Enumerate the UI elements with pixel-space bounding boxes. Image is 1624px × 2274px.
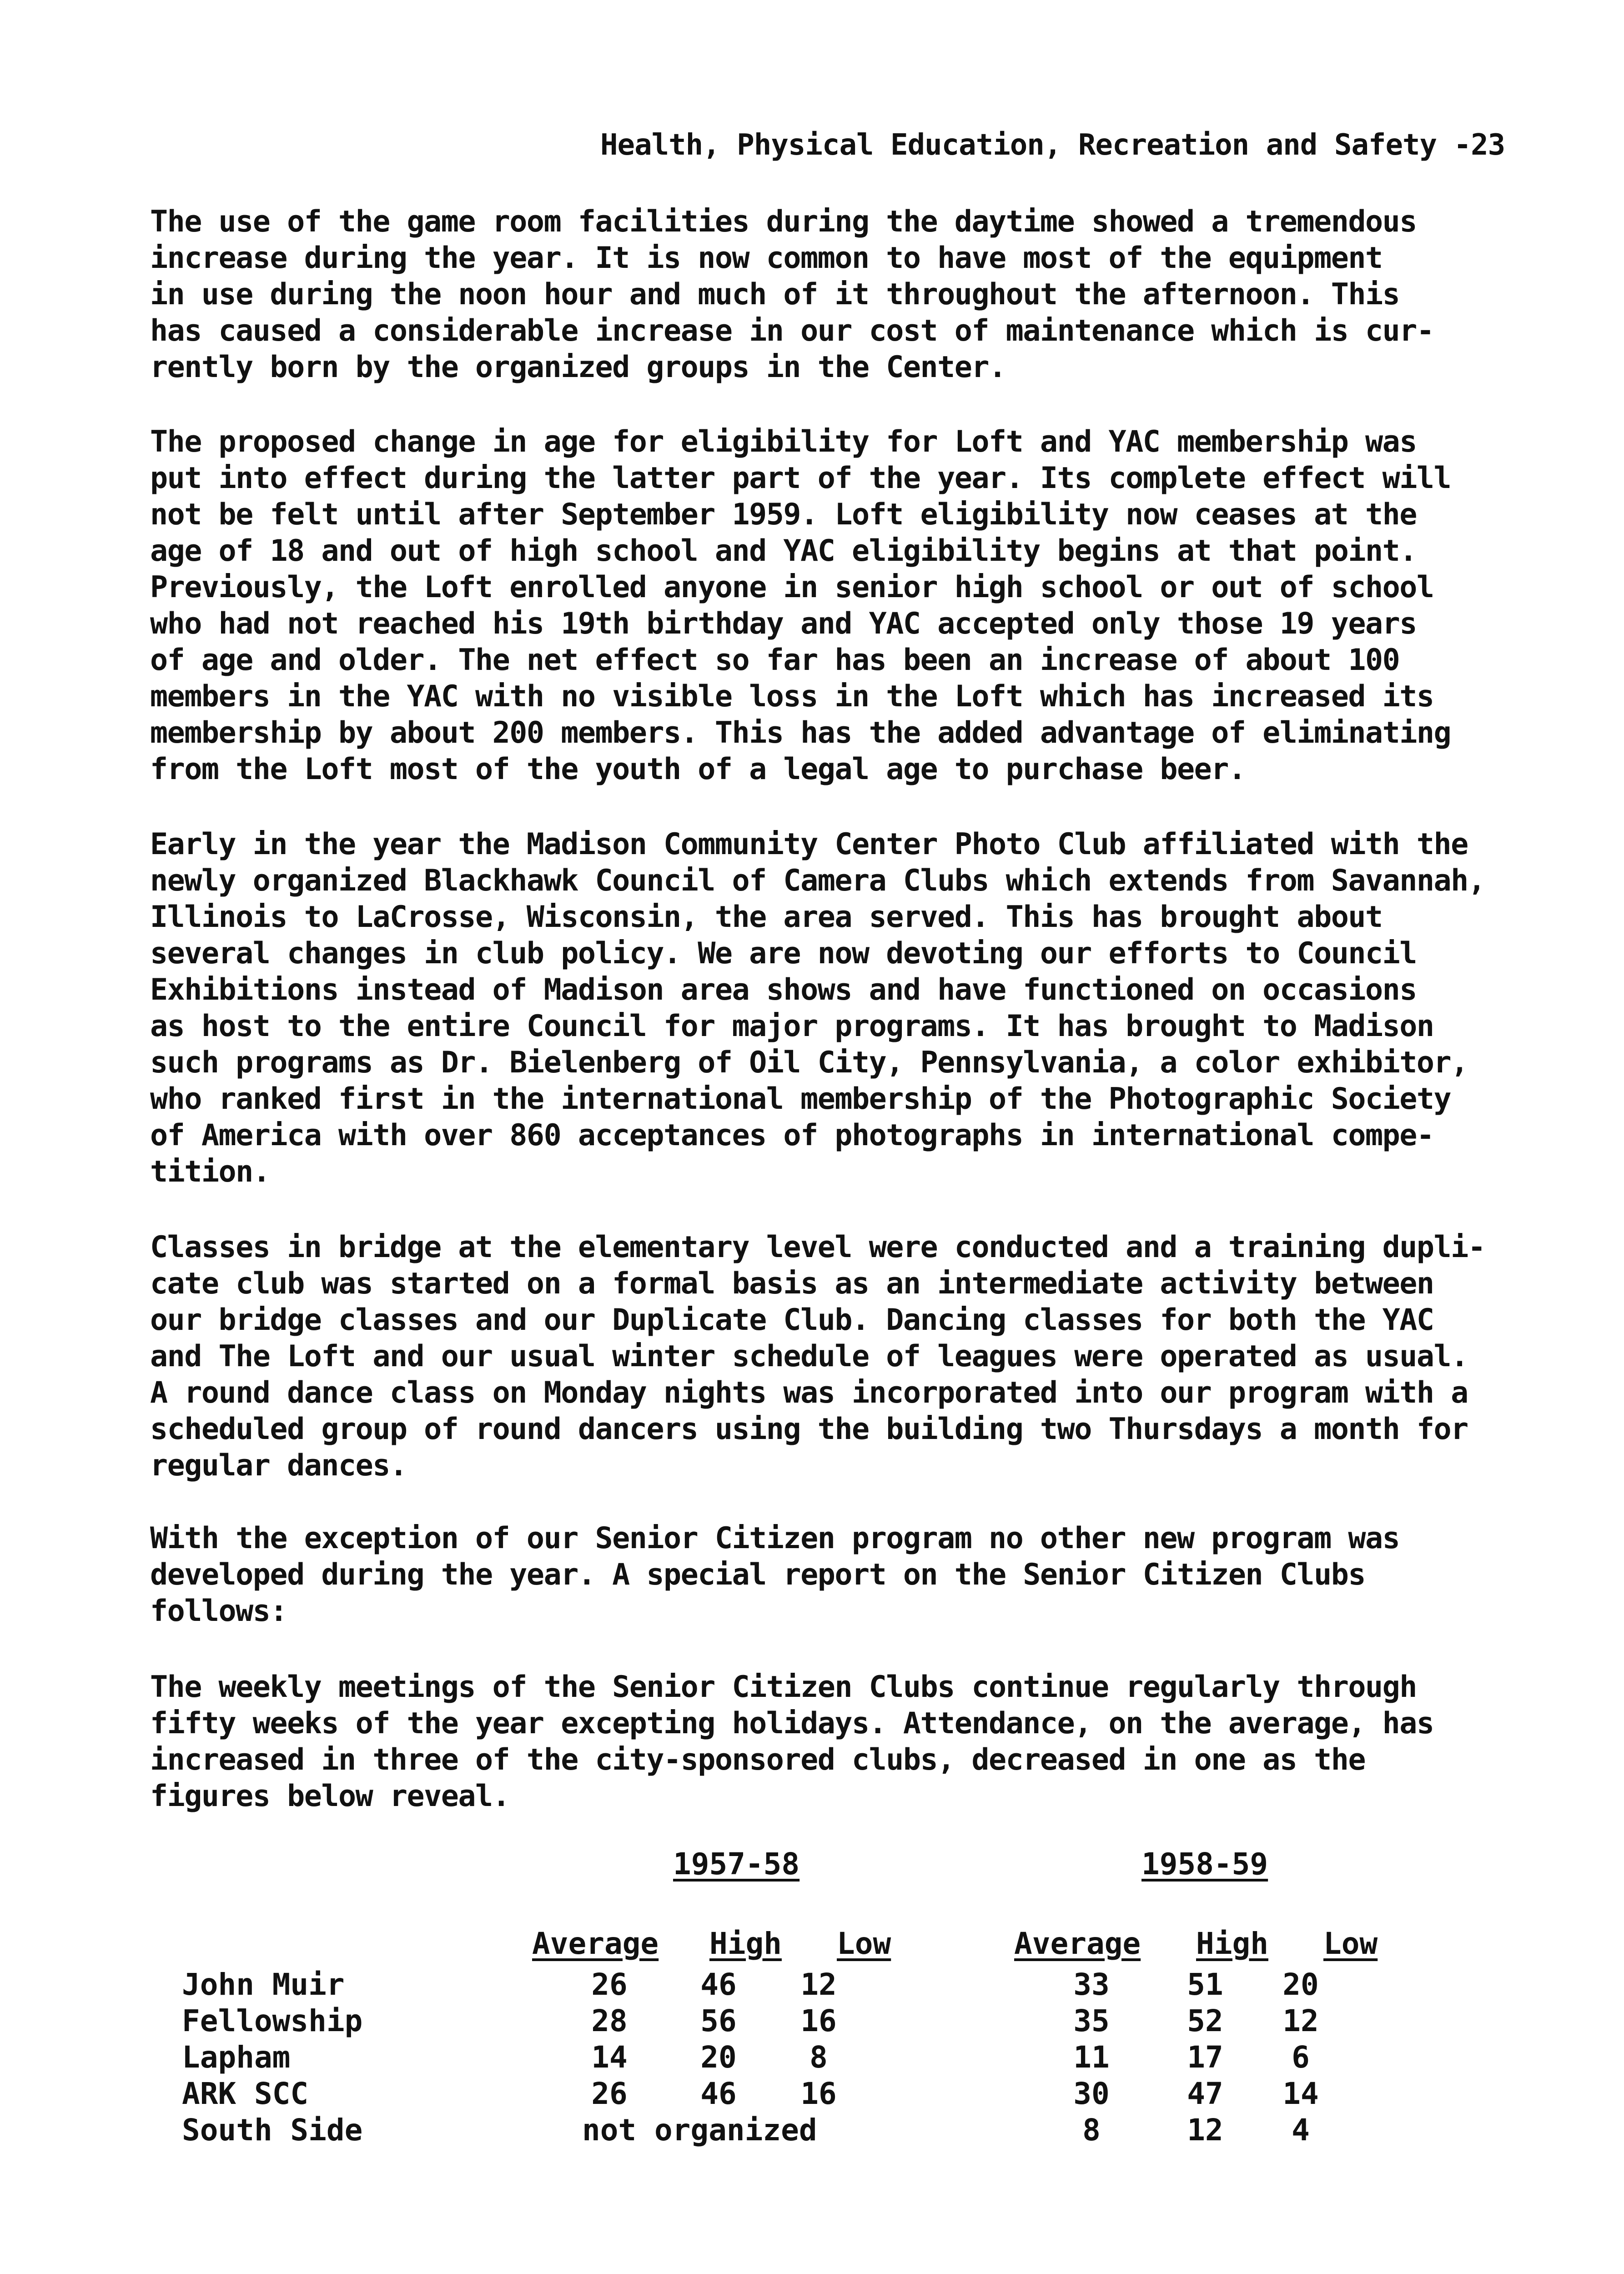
text-line: has caused a considerable increase in our cost of maintenance which is cur- bbox=[150, 314, 1434, 348]
table-cell: 12 bbox=[800, 1967, 837, 2002]
table-cell: 35 bbox=[1073, 2003, 1110, 2038]
text-line: put into effect during the latter part of the year. Its complete effect will bbox=[150, 461, 1451, 495]
paragraph-eligibility bbox=[150, 424, 1560, 788]
text-line: regular dances. bbox=[150, 1449, 407, 1483]
text-line: newly organized Blackhawk Council of Camera Clubs which extends from Savannah, bbox=[150, 864, 1485, 898]
text-line: The use of the game room facilities during the daytime showed a tremendous bbox=[150, 205, 1417, 239]
text-line: and The Loft and our usual winter schedule of leagues were operated as usual. bbox=[150, 1339, 1468, 1373]
text-line: members in the YAC with no visible loss in the Loft which has increased its bbox=[150, 679, 1434, 714]
text-line: With the exception of our Senior Citizen program no other new program was bbox=[150, 1521, 1400, 1555]
text-line: tition. bbox=[150, 1155, 270, 1189]
table-cell: 17 bbox=[1187, 2040, 1223, 2075]
table-row bbox=[182, 1967, 1410, 2003]
table-cell: 12 bbox=[1187, 2113, 1223, 2148]
text-line: A round dance class on Monday nights was incorporated into our program with a bbox=[150, 1376, 1468, 1410]
column-header-high: High bbox=[1196, 1926, 1268, 1961]
table-cell: 33 bbox=[1073, 1967, 1110, 2002]
running-header: Health, Physical Education, Recreation and Safety -23 bbox=[600, 128, 1505, 162]
text-line: Previously, the Loft enrolled anyone in senior high school or out of school bbox=[150, 570, 1434, 604]
club-name: John Muir bbox=[182, 1967, 345, 2002]
text-line: increase during the year. It is now common to have most of the equipment bbox=[150, 241, 1383, 275]
text-line: developed during the year. A special report on the Senior Citizen Clubs bbox=[150, 1558, 1365, 1592]
table-row bbox=[182, 2003, 1410, 2040]
table-cell: 52 bbox=[1187, 2003, 1223, 2038]
text-line: Classes in bridge at the elementary level were conducted and a training dupli- bbox=[150, 1230, 1485, 1264]
text-line: of age and older. The net effect so far has been an increase of about 100 bbox=[150, 643, 1400, 677]
table-cell: 26 bbox=[591, 1967, 628, 2002]
text-line: in use during the noon hour and much of it throughout the afternoon. This bbox=[150, 277, 1400, 312]
table-row bbox=[182, 2113, 1410, 2149]
club-name: Lapham bbox=[182, 2040, 291, 2075]
table-cell: 30 bbox=[1073, 2076, 1110, 2111]
paragraph-game-room bbox=[150, 204, 1560, 386]
not-organized-note: not organized bbox=[582, 2113, 817, 2148]
table-row bbox=[182, 2076, 1410, 2113]
column-header-average: Average bbox=[1014, 1926, 1141, 1961]
text-line: as host to the entire Council for major programs. It has brought to Madison bbox=[150, 1009, 1434, 1043]
text-line: our bridge classes and our Duplicate Club. Dancing classes for both the YAC bbox=[150, 1303, 1434, 1337]
text-line: The weekly meetings of the Senior Citizen Clubs continue regularly through bbox=[150, 1670, 1417, 1704]
table-cell: 12 bbox=[1282, 2003, 1319, 2038]
text-line: rently born by the organized groups in the Center. bbox=[150, 350, 1006, 384]
text-line: several changes in club policy. We are now devoting our efforts to Council bbox=[150, 936, 1417, 971]
text-line: not be felt until after September 1959. Loft eligibility now ceases at the bbox=[150, 498, 1417, 532]
table-cell: 11 bbox=[1073, 2040, 1110, 2075]
year-header-1958-59: 1958-59 bbox=[1141, 1846, 1268, 1882]
text-line: of America with over 860 acceptances of photographs in international compe- bbox=[150, 1118, 1434, 1152]
table-cell: 6 bbox=[1292, 2040, 1310, 2075]
paragraph-bridge-classes bbox=[150, 1229, 1560, 1484]
table-cell: 8 bbox=[1082, 2113, 1101, 2148]
text-line: who had not reached his 19th birthday and YAC accepted only those 19 years bbox=[150, 607, 1417, 641]
text-line: increased in three of the city-sponsored clubs, decreased in one as the bbox=[150, 1743, 1365, 1777]
table-cell: 8 bbox=[809, 2040, 828, 2075]
table-cell: 56 bbox=[700, 2003, 737, 2038]
paragraph-photo-club bbox=[150, 826, 1560, 1190]
table-cell: 28 bbox=[591, 2003, 628, 2038]
text-line: membership by about 200 members. This has the added advantage of eliminating bbox=[150, 716, 1451, 750]
text-line: cate club was started on a formal basis as an intermediate activity between bbox=[150, 1267, 1434, 1301]
table-cell: 47 bbox=[1187, 2076, 1223, 2111]
column-header-high: High bbox=[709, 1926, 782, 1961]
year-header-1957-58: 1957-58 bbox=[673, 1846, 800, 1882]
table-cell: 26 bbox=[591, 2076, 628, 2111]
paragraph-senior-program bbox=[150, 1520, 1560, 1630]
text-line: Early in the year the Madison Community Center Photo Club affiliated with the bbox=[150, 827, 1468, 861]
column-header-average: Average bbox=[532, 1926, 659, 1961]
club-name: Fellowship bbox=[182, 2003, 363, 2038]
table-cell: 16 bbox=[800, 2076, 837, 2111]
column-header-low: Low bbox=[1323, 1926, 1378, 1961]
table-cell: 14 bbox=[1282, 2076, 1319, 2111]
text-line: scheduled group of round dancers using the building two Thursdays a month for bbox=[150, 1412, 1468, 1446]
club-name: South Side bbox=[182, 2113, 363, 2148]
table-cell: 51 bbox=[1187, 1967, 1223, 2002]
table-cell: 16 bbox=[800, 2003, 837, 2038]
text-line: figures below reveal. bbox=[150, 1779, 510, 1813]
text-line: The proposed change in age for eligibility for Loft and YAC membership was bbox=[150, 425, 1417, 459]
table-cell: 20 bbox=[1282, 1967, 1319, 2002]
table-cell: 14 bbox=[591, 2040, 628, 2075]
text-line: who ranked first in the international membership of the Photographic Society bbox=[150, 1082, 1451, 1116]
table-row bbox=[182, 2040, 1410, 2076]
club-name: ARK SCC bbox=[182, 2076, 309, 2111]
text-line: age of 18 and out of high school and YAC eligibility begins at that point. bbox=[150, 534, 1417, 568]
text-line: Exhibitions instead of Madison area shows and have functioned on occasions bbox=[150, 973, 1417, 1007]
table-cell: 20 bbox=[700, 2040, 737, 2075]
text-line: Illinois to LaCrosse, Wisconsin, the area served. This has brought about bbox=[150, 900, 1383, 934]
table-cell: 4 bbox=[1292, 2113, 1310, 2148]
paragraph-weekly-meetings bbox=[150, 1669, 1560, 1815]
attendance-table bbox=[182, 1846, 1410, 2165]
text-line: such programs as Dr. Bielenberg of Oil City, Pennsylvania, a color exhibitor, bbox=[150, 1046, 1468, 1080]
text-line: from the Loft most of the youth of a legal age to purchase beer. bbox=[150, 752, 1246, 786]
table-cell: 46 bbox=[700, 2076, 737, 2111]
table-cell: 46 bbox=[700, 1967, 737, 2002]
text-line: fifty weeks of the year excepting holidays. Attendance, on the average, has bbox=[150, 1706, 1434, 1741]
column-header-low: Low bbox=[837, 1926, 891, 1961]
text-line: follows: bbox=[150, 1594, 287, 1628]
